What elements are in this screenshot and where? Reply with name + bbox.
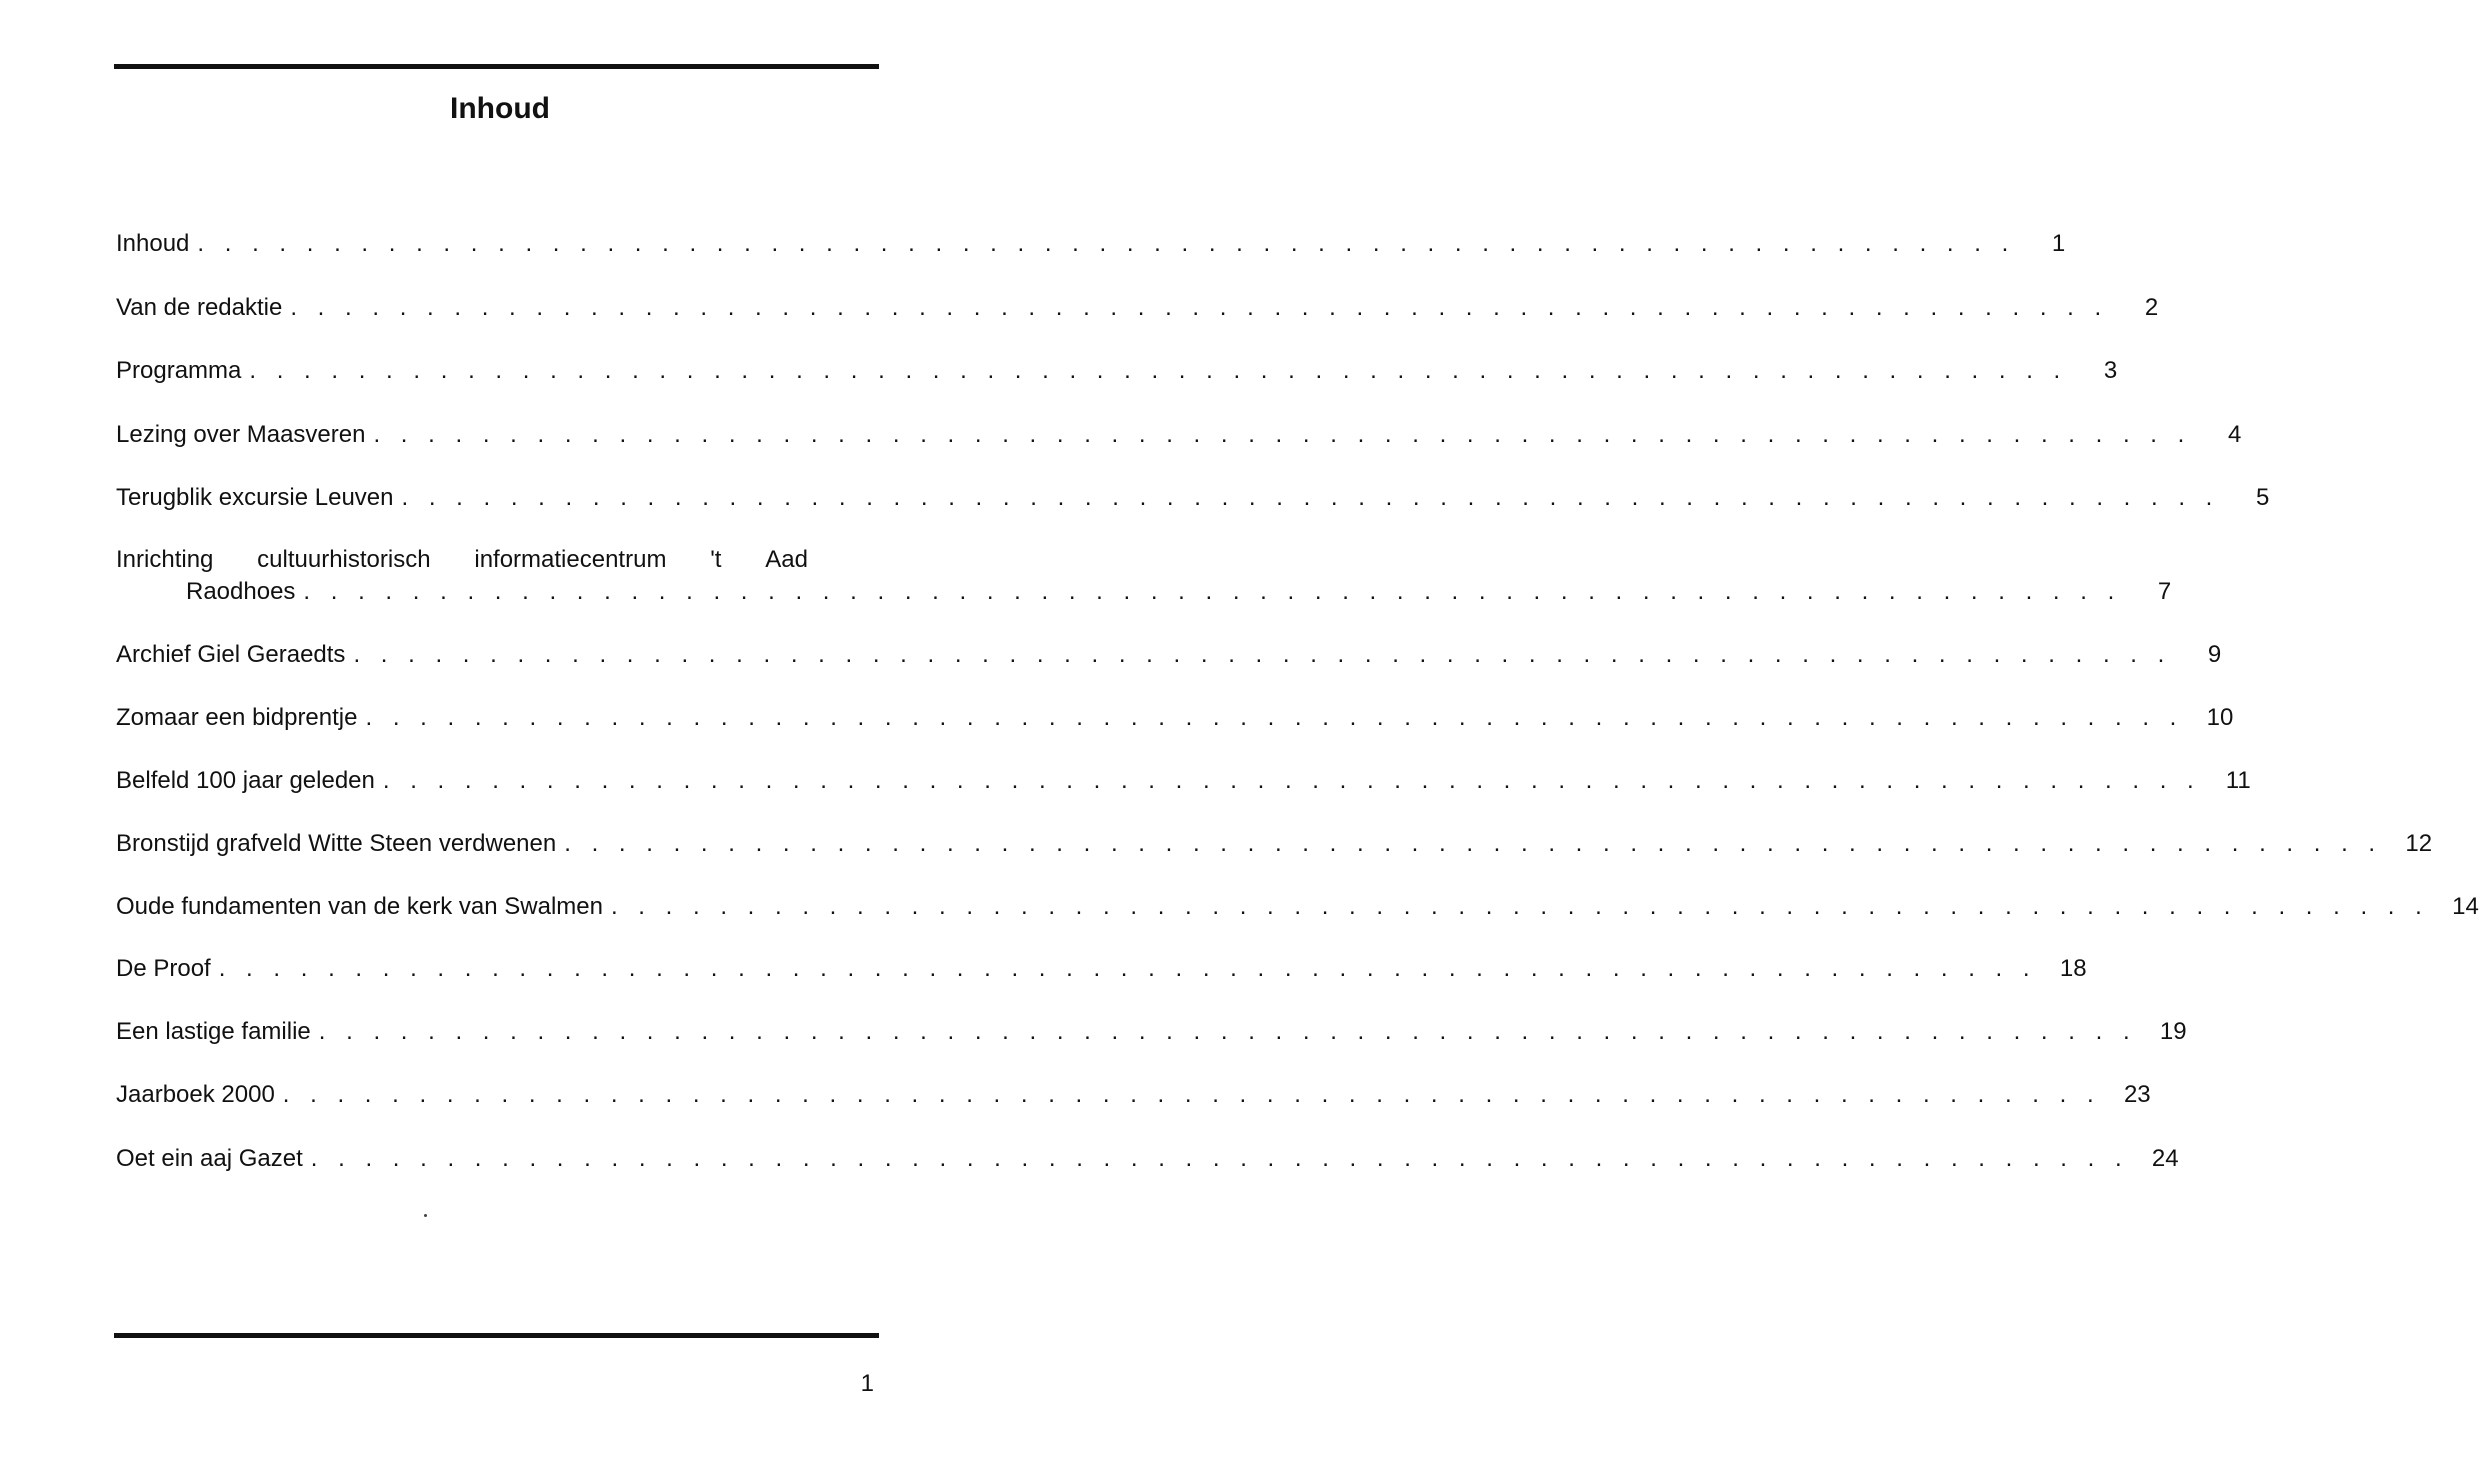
scan-speck bbox=[424, 1214, 427, 1217]
toc-entry[interactable] bbox=[116, 891, 2479, 923]
toc-entry-page: 11 bbox=[2225, 767, 2251, 794]
leader-dots: . . . . . . . . . . . . . . . . . . . . . . . . . . . . . . . . . . . . . . . . . . . . . . . . . . . . . . . . . . . . . . . . . . . bbox=[249, 357, 2068, 384]
toc-entry-label: Programma bbox=[116, 357, 242, 384]
toc-entry[interactable] bbox=[116, 1143, 2179, 1175]
toc-entry-label: Jaarboek 2000 bbox=[116, 1081, 275, 1108]
toc-entry-page: 18 bbox=[2059, 955, 2087, 982]
toc-entry-word: 't bbox=[710, 546, 722, 573]
leader-dots: . . . . . . . . . . . . . . . . . . . . . . . . . . . . . . . . . . . . . . . . . . . . . . . . . . . . . . . . . . . . . . . . . . . bbox=[382, 767, 2201, 794]
toc-entry-page: 1 bbox=[2051, 230, 2066, 257]
toc-entry[interactable] bbox=[116, 1016, 2187, 1048]
toc-entry-label: Terugblik excursie Leuven bbox=[116, 484, 394, 511]
toc-entry-label: Zomaar een bidprentje bbox=[116, 704, 358, 731]
toc-entry[interactable] bbox=[116, 702, 2234, 734]
toc-entry-label: Oet ein aaj Gazet bbox=[116, 1145, 303, 1172]
toc-entry-label: De Proof bbox=[116, 955, 211, 982]
bottom-rule bbox=[114, 1333, 879, 1338]
toc-entry-multiline[interactable] bbox=[116, 544, 2172, 608]
leader-dots: . . . . . . . . . . . . . . . . . . . . . . . . . . . . . . . . . . . . . . . . . . . . . . . . . . . . . . . . . . . . . . . . . . . bbox=[610, 893, 2429, 920]
toc-entry-word: Inrichting bbox=[116, 546, 214, 573]
toc-entry-page: 9 bbox=[2207, 641, 2222, 668]
toc-entry[interactable] bbox=[116, 292, 2159, 324]
toc-entry-label: Bronstijd grafveld Witte Steen verdwenen bbox=[116, 830, 557, 857]
toc-entry-page: 12 bbox=[2405, 830, 2433, 857]
toc-entry-word: Aad bbox=[765, 546, 808, 573]
toc-entry-page: 14 bbox=[2452, 893, 2479, 920]
leader-dots: . . . . . . . . . . . . . . . . . . . . . . . . . . . . . . . . . . . . . . . . . . . . . . . . . . . . . . . . . . . . . . . . . . . bbox=[290, 294, 2109, 321]
leader-dots: . . . . . . . . . . . . . . . . . . . . . . . . . . . . . . . . . . . . . . . . . . . . . . . . . . . . . . . . . . . . . . . . . . . bbox=[401, 484, 2220, 511]
leader-dots: . . . . . . . . . . . . . . . . . . . . . . . . . . . . . . . . . . . . . . . . . . . . . . . . . . . . . . . . . . . . . . . . . . . bbox=[303, 578, 2122, 605]
toc-entry[interactable] bbox=[116, 953, 2087, 985]
page-number: 1 bbox=[860, 1370, 874, 1397]
leader-dots: . . . . . . . . . . . . . . . . . . . . . . . . . . . . . . . . . . . . . . . . . . . . . . . . . . . . . . . . . . . . . . . . . . . bbox=[318, 1018, 2137, 1045]
toc-entry-page: 2 bbox=[2144, 294, 2159, 321]
toc-entry[interactable] bbox=[116, 355, 2118, 387]
toc-entry-page: 19 bbox=[2159, 1018, 2187, 1045]
top-rule bbox=[114, 64, 879, 69]
page-title: Inhoud bbox=[450, 92, 550, 125]
leader-dots: . . . . . . . . . . . . . . . . . . . . . . . . . . . . . . . . . . . . . . . . . . . . . . . . . . . . . . . . . . . . . . . . . . . bbox=[373, 421, 2192, 448]
toc-entry-page: 10 bbox=[2206, 704, 2234, 731]
leader-dots: . . . . . . . . . . . . . . . . . . . . . . . . . . . . . . . . . . . . . . . . . . . . . . . . . . . . . . . . . . . . . . . . . . . bbox=[282, 1081, 2101, 1108]
leader-dots: . . . . . . . . . . . . . . . . . . . . . . . . . . . . . . . . . . . . . . . . . . . . . . . . . . . . . . . . . . . . . . . . . . . bbox=[564, 830, 2383, 857]
toc-entry-page: 24 bbox=[2151, 1145, 2179, 1172]
toc-entry-word: informatiecentrum bbox=[474, 546, 667, 573]
toc-entry-label-continued: Raodhoes bbox=[186, 578, 296, 605]
leader-dots: . . . . . . . . . . . . . . . . . . . . . . . . . . . . . . . . . . . . . . . . . . . . . . . . . . . . . . . . . . . . . . . . . . . bbox=[353, 641, 2172, 668]
toc-entry-label: Een lastige familie bbox=[116, 1018, 311, 1045]
leader-dots: . . . . . . . . . . . . . . . . . . . . . . . . . . . . . . . . . . . . . . . . . . . . . . . . . . . . . . . . . . . . . . . . . . . bbox=[310, 1145, 2129, 1172]
toc-entry[interactable] bbox=[116, 419, 2242, 451]
toc-entry-label: Lezing over Maasveren bbox=[116, 421, 366, 448]
leader-dots: . . . . . . . . . . . . . . . . . . . . . . . . . . . . . . . . . . . . . . . . . . . . . . . . . . . . . . . . . . . . . . . . . . . bbox=[365, 704, 2184, 731]
toc-entry[interactable] bbox=[116, 482, 2270, 514]
leader-dots: . . . . . . . . . . . . . . . . . . . . . . . . . . . . . . . . . . . . . . . . . . . . . . . . . . . . . . . . . . . . . . . . . . . bbox=[197, 230, 2016, 257]
toc-entry[interactable] bbox=[116, 765, 2251, 797]
toc-entry[interactable] bbox=[116, 228, 2066, 260]
toc-entry-label: Archief Giel Geraedts bbox=[116, 641, 346, 668]
toc-entry-label: Van de redaktie bbox=[116, 294, 283, 321]
toc-entry[interactable] bbox=[116, 639, 2222, 671]
toc-entry-page: 3 bbox=[2103, 357, 2118, 384]
toc-entry-page: 23 bbox=[2123, 1081, 2151, 1108]
leader-dots: . . . . . . . . . . . . . . . . . . . . . . . . . . . . . . . . . . . . . . . . . . . . . . . . . . . . . . . . . . . . . . . . . . . bbox=[218, 955, 2037, 982]
toc-entry[interactable] bbox=[116, 1079, 2151, 1111]
toc-entry-label: Oude fundamenten van de kerk van Swalmen bbox=[116, 893, 603, 920]
toc-entry-page: 5 bbox=[2255, 484, 2270, 511]
toc-entry[interactable] bbox=[116, 828, 2433, 860]
toc-entry-page: 7 bbox=[2157, 578, 2172, 605]
toc-entry-label: Inhoud bbox=[116, 230, 190, 257]
toc-entry-page: 4 bbox=[2227, 421, 2242, 448]
toc-entry-label-line bbox=[116, 544, 808, 576]
toc-entry-label: Belfeld 100 jaar geleden bbox=[116, 767, 375, 794]
toc-entry-word: cultuurhistorisch bbox=[257, 546, 431, 573]
